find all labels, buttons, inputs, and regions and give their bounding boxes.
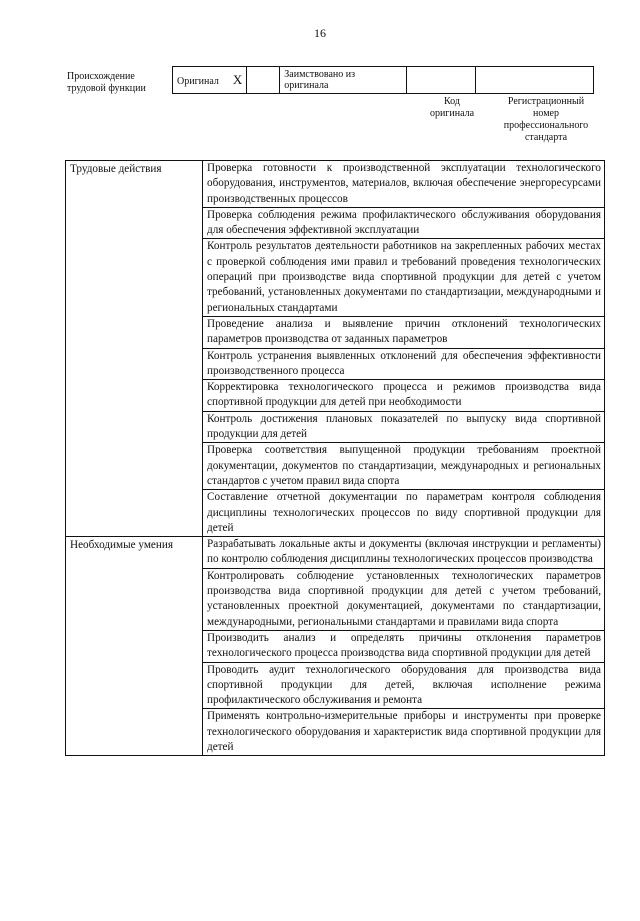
table-cell: Проверка соблюдения режима профилактического обслуживания оборудования для обеспечения эффективной эксплуатации (203, 207, 605, 239)
table-cell: Контроль достижения плановых показателей по выпуску вида спортивной продукции для детей (203, 411, 605, 443)
borrowed-label-line: оригинала (284, 80, 329, 91)
origin-table (172, 66, 594, 94)
reg-caption-line: Регистрационный (507, 96, 585, 107)
origin-label (67, 71, 146, 95)
reg-caption-line: стандарта (524, 132, 568, 143)
borrowed-cell (280, 67, 407, 94)
table-cell: Составление отчетной документации по параметрам контроля соблюдения дисциплины технологических процессов по виду спортивной продукции для детей (203, 490, 605, 537)
table-cell: Производить анализ и определять причины отклонения параметров технологического процесса производства вида спортивной продукции для детей (203, 630, 605, 662)
functions-table (65, 160, 605, 756)
reg-caption-line: профессионального (503, 120, 589, 131)
reg-caption-line: номер (533, 108, 559, 119)
original-mark: X (232, 71, 243, 87)
original-label: Оригинал (177, 75, 219, 87)
code-caption (418, 96, 486, 120)
table-cell: Проверка готовности к производственной эксплуатации технологического оборудования, инструментов, материалов, включая обеспечение энергоресурсами производственных процессов (203, 161, 605, 208)
code-caption-line: Код (444, 96, 460, 107)
section-heading: Трудовые действия (66, 161, 203, 537)
table-row (66, 161, 605, 208)
page-number: 16 (314, 26, 326, 40)
table-cell: Проведение анализа и выявление причин отклонений технологических параметров производства от заданных параметров (203, 316, 605, 348)
origin-label-line: Происхождение (67, 71, 135, 82)
code-caption-line: оригинала (429, 108, 475, 119)
original-cell (173, 67, 247, 94)
borrowed-label-line: Заимствовано из (284, 69, 356, 80)
table-cell: Контроль результатов деятельности работников на закрепленных рабочих местах с проверкой соблюдения ими правил и требований проведения технологических операций при производстве вида спортивной продукции для детей с учетом требований, установленных документами по стандартизации, международными и региональных стандартами (203, 239, 605, 316)
table-cell: Корректировка технологического процесса и режимов производства вида спортивной продукции для детей при необходимости (203, 380, 605, 412)
table-cell: Контролировать соблюдение установленных технологических параметров производства вида спортивной продукции для детей с учетом требований, установленных проектной документацией, документами по стандартизации, международными, региональными стандартами и правилами вида спорта (203, 568, 605, 630)
original-mark-cell (247, 67, 280, 94)
reg-caption (490, 96, 602, 144)
section-heading: Необходимые умения (66, 537, 203, 756)
table-row (66, 537, 605, 569)
table-cell: Применять контрольно-измерительные приборы и инструменты при проверке технологического оборудования и характеристик вида спортивной продукции для детей (203, 709, 605, 756)
table-cell: Контроль устранения выявленных отклонений для обеспечения эффективности производственного процесса (203, 348, 605, 380)
reg-number-cell (476, 67, 594, 94)
origin-label-line: трудовой функции (67, 83, 146, 94)
code-original-cell (407, 67, 476, 94)
table-cell: Проводить аудит технологического оборудования для производства вида спортивной продукции для детей, включая исполнение режима профилактического обслуживания и ремонта (203, 662, 605, 709)
table-cell: Проверка соответствия выпущенной продукции требованиям проектной документации, документов по стандартизации, международных и региональных стандартов с учетом правил вида спорта (203, 443, 605, 490)
table-cell: Разрабатывать локальные акты и документы (включая инструкции и регламенты) по контролю соблюдения дисциплины технологических процессов производства (203, 537, 605, 569)
